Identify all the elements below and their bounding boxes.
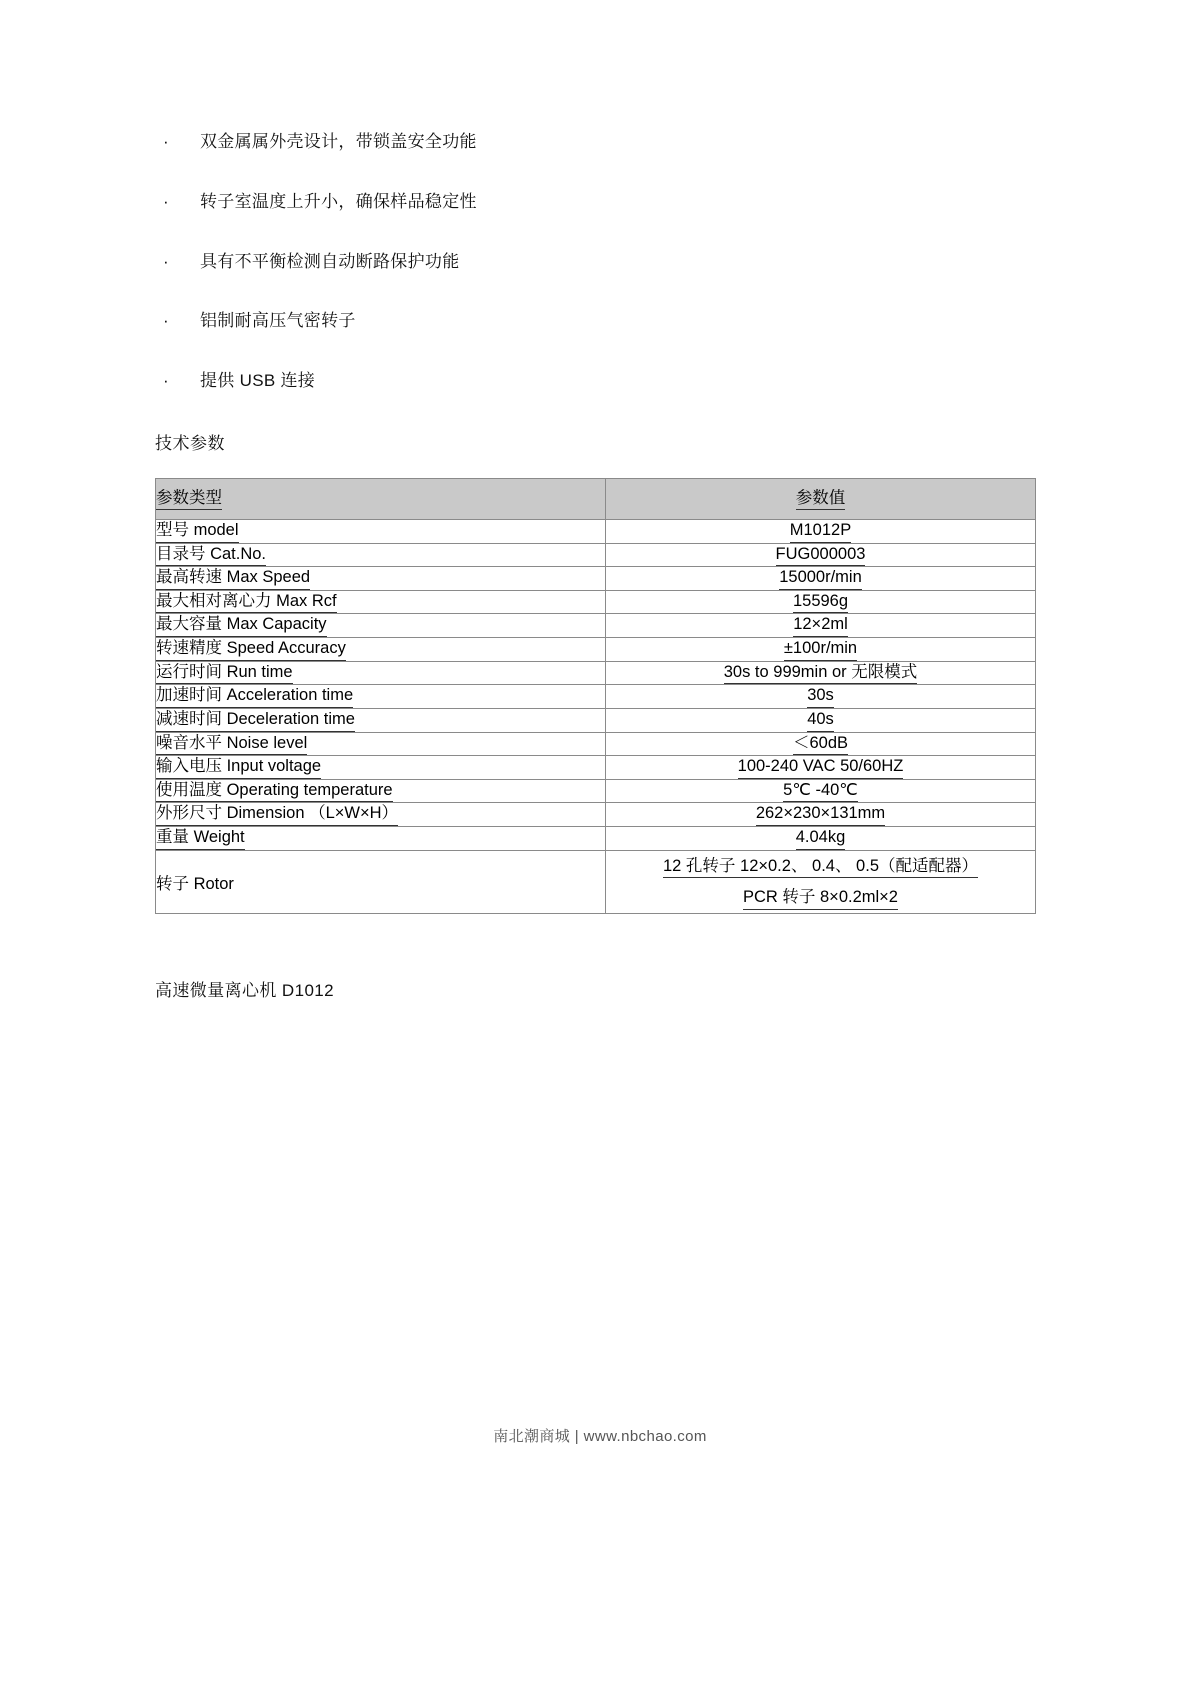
list-item [155,190,1035,214]
list-item [155,250,1035,274]
row-label-text: 目录号 Cat.No. [156,544,266,567]
list-item-text: 提供 USB 连接 [200,371,316,391]
row-value [606,567,1036,591]
row-value-text: 40s [807,709,834,732]
row-value [606,850,1036,914]
row-value-text: 4.04kg [796,827,846,850]
table-row [156,543,1036,567]
row-value [606,519,1036,543]
list-item [155,130,1035,154]
row-value-text: 15000r/min [779,567,862,590]
table-header-row [156,478,1036,519]
table-row-rotor [156,850,1036,914]
row-label-text: 减速时间 Deceleration time [156,709,355,732]
row-label [156,756,606,780]
row-value [606,661,1036,685]
bullet-marker-icon: · [163,132,169,151]
specification-table [155,478,1036,914]
table-row [156,685,1036,709]
list-item [155,309,1035,333]
document-content [155,130,1035,1001]
table-row [156,519,1036,543]
row-label-text: 噪音水平 Noise level [156,733,307,756]
row-value [606,685,1036,709]
row-label [156,590,606,614]
rotor-value-line-1-text: 12 孔转子 12×0.2、 0.4、 0.5（配适配器） [663,856,978,879]
table-row [156,614,1036,638]
row-label [156,685,606,709]
row-value [606,803,1036,827]
column-header-value [606,478,1036,519]
column-header-type-text: 参数类型 [156,488,222,511]
row-value-text: 12×2ml [793,614,848,637]
row-value-text: 100-240 VAC 50/60HZ [738,756,904,779]
row-label: 转子 Rotor [156,850,606,914]
row-value [606,708,1036,732]
row-value-text: ＜60dB [793,733,848,756]
table-row [156,708,1036,732]
row-value-text: FUG000003 [776,544,866,567]
row-value-text: 30s [807,685,834,708]
row-value [606,638,1036,662]
list-item-text: 双金属属外壳设计，带锁盖安全功能 [200,132,477,151]
row-value-text: 262×230×131mm [756,803,885,826]
row-label [156,779,606,803]
table-row [156,756,1036,780]
row-label [156,708,606,732]
list-item-text: 具有不平衡检测自动断路保护功能 [200,251,460,271]
bullet-marker-icon: · [163,311,169,331]
row-label-text: 加速时间 Acceleration time [156,685,353,708]
bullet-marker-icon: · [163,251,169,271]
column-header-type [156,478,606,519]
row-label [156,543,606,567]
product-caption: 高速微量离心机 D1012 [155,981,335,1001]
row-label [156,638,606,662]
column-header-value-text: 参数值 [796,488,846,511]
row-value [606,614,1036,638]
row-label-text: 输入电压 Input voltage [156,756,321,779]
table-row [156,827,1036,851]
row-label-text: 转速精度 Speed Accuracy [156,638,346,661]
section-heading: 技术参数 [155,433,225,453]
row-label [156,827,606,851]
row-label [156,732,606,756]
rotor-value-line-2 [606,882,1035,913]
table-row [156,803,1036,827]
table-row [156,638,1036,662]
bullet-marker-icon: · [163,191,169,211]
rotor-value-line-2-text: PCR 转子 8×0.2ml×2 [743,887,898,910]
row-value [606,756,1036,780]
row-value [606,732,1036,756]
table-row [156,779,1036,803]
row-value-text: M1012P [790,520,851,543]
row-value-text: 5℃ -40℃ [783,780,858,803]
row-label-text: 外形尺寸 Dimension （L×W×H） [156,803,398,826]
row-value [606,543,1036,567]
row-value [606,779,1036,803]
bullet-marker-icon: · [163,371,169,391]
row-label-text: 重量 Weight [156,827,245,850]
row-label-text: 型号 model [156,520,239,543]
row-label [156,803,606,827]
table-row [156,567,1036,591]
rotor-value-line-1 [606,851,1035,882]
list-item-text: 铝制耐高压气密转子 [200,311,356,331]
table-row [156,661,1036,685]
table-row [156,590,1036,614]
row-value [606,827,1036,851]
row-label-text: 最大相对离心力 Max Rcf [156,591,337,614]
page-footer: 南北潮商城 | www.nbchao.com [493,1428,707,1445]
feature-list [155,130,1035,393]
row-label-text: 运行时间 Run time [156,662,293,685]
row-label-text: 最大容量 Max Capacity [156,614,327,637]
row-label-text: 使用温度 Operating temperature [156,780,393,803]
row-label [156,614,606,638]
row-value-text: ±100r/min [784,638,857,661]
row-label [156,519,606,543]
row-label [156,661,606,685]
table-row [156,732,1036,756]
list-item [155,369,1035,393]
row-label-text: 最高转速 Max Speed [156,567,310,590]
row-value [606,590,1036,614]
list-item-text: 转子室温度上升小，确保样品稳定性 [200,191,477,211]
row-value-text: 30s to 999min or 无限模式 [724,662,918,685]
row-label [156,567,606,591]
row-value-text: 15596g [793,591,848,614]
